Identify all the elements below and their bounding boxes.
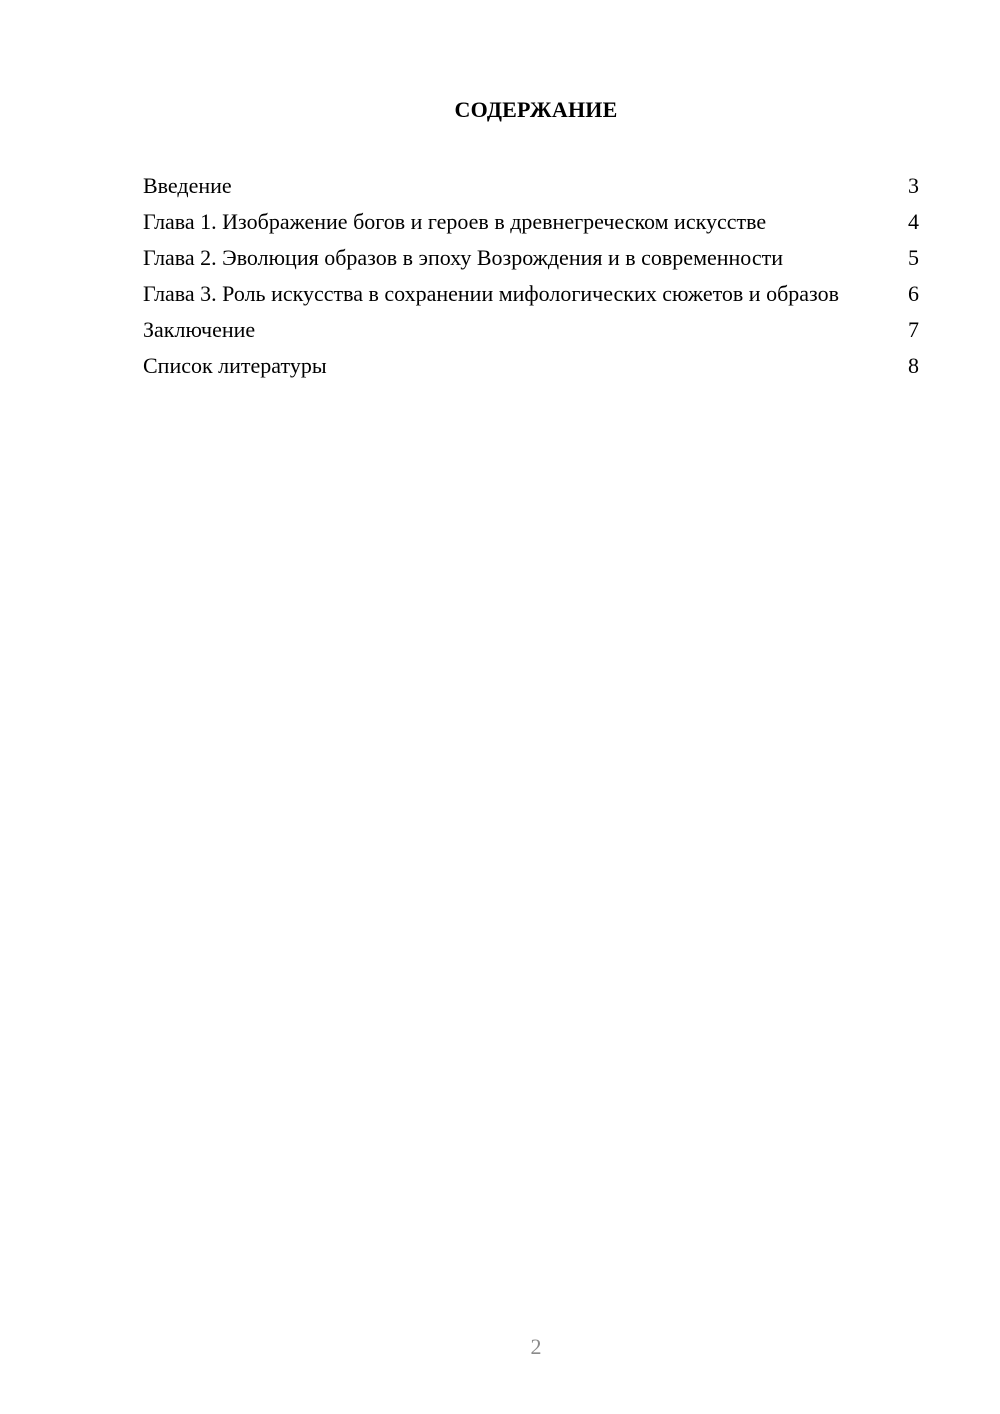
- toc-entry-text: Глава 1. Изображение богов и героев в древнегреческом искусстве: [143, 209, 767, 234]
- toc-entry-text: Глава 2. Эволюция образов в эпоху Возрождения и в современности: [143, 245, 783, 270]
- page-title: СОДЕРЖАНИЕ: [454, 97, 618, 122]
- toc-entry-text: Заключение: [143, 317, 256, 342]
- page-number: 2: [530, 1334, 542, 1359]
- toc-entry-text: Введение: [143, 173, 232, 198]
- toc-entry-page-number: 6: [908, 281, 919, 306]
- toc-entry-chapter-1: [143, 208, 919, 235]
- toc-entry-introduction: [143, 172, 919, 199]
- toc-entry-page-number: 7: [908, 317, 919, 342]
- toc-entry-page-number: 8: [908, 353, 919, 378]
- toc-entry-bibliography: [143, 352, 919, 379]
- toc-entry-page-number: 5: [908, 245, 919, 270]
- toc-entry-chapter-3: [143, 280, 919, 307]
- toc-entry-text: Глава 3. Роль искусства в сохранении мифологических сюжетов и образов: [143, 281, 839, 306]
- toc-entry-conclusion: [143, 316, 919, 343]
- table-of-contents: [143, 172, 919, 388]
- toc-entry-chapter-2: [143, 244, 919, 271]
- toc-entry-text: Список литературы: [143, 353, 327, 378]
- toc-entry-page-number: 4: [908, 209, 919, 234]
- toc-entry-page-number: 3: [908, 173, 919, 198]
